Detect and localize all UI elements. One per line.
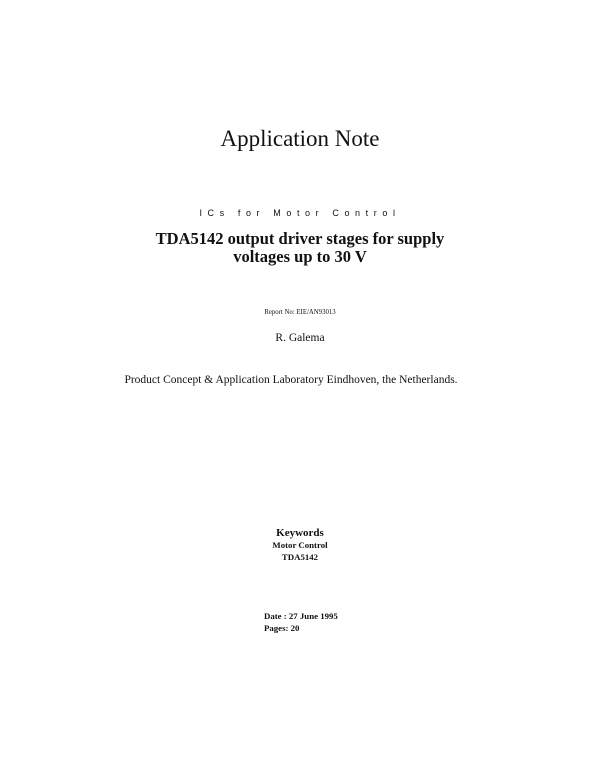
keyword-item: Motor Control: [272, 540, 328, 550]
keyword-item: TDA5142: [281, 552, 319, 562]
author-name: R. Galema: [275, 332, 325, 344]
document-type-heading: Application Note: [220, 126, 380, 151]
author-affiliation: Product Concept & Application Laboratory Eindhoven, the Netherlands.: [124, 374, 458, 386]
series-label: ICs for Motor Control: [199, 208, 401, 218]
document-title-line-2: voltages up to 30 V: [233, 247, 367, 266]
keywords-heading: Keywords: [276, 527, 324, 539]
document-date: Date : 27 June 1995: [264, 611, 338, 621]
document-title-line-1: TDA5142 output driver stages for supply: [155, 229, 445, 248]
report-number: Report No: EIE/AN93013: [264, 309, 336, 316]
page-count: Pages: 20: [264, 623, 300, 633]
